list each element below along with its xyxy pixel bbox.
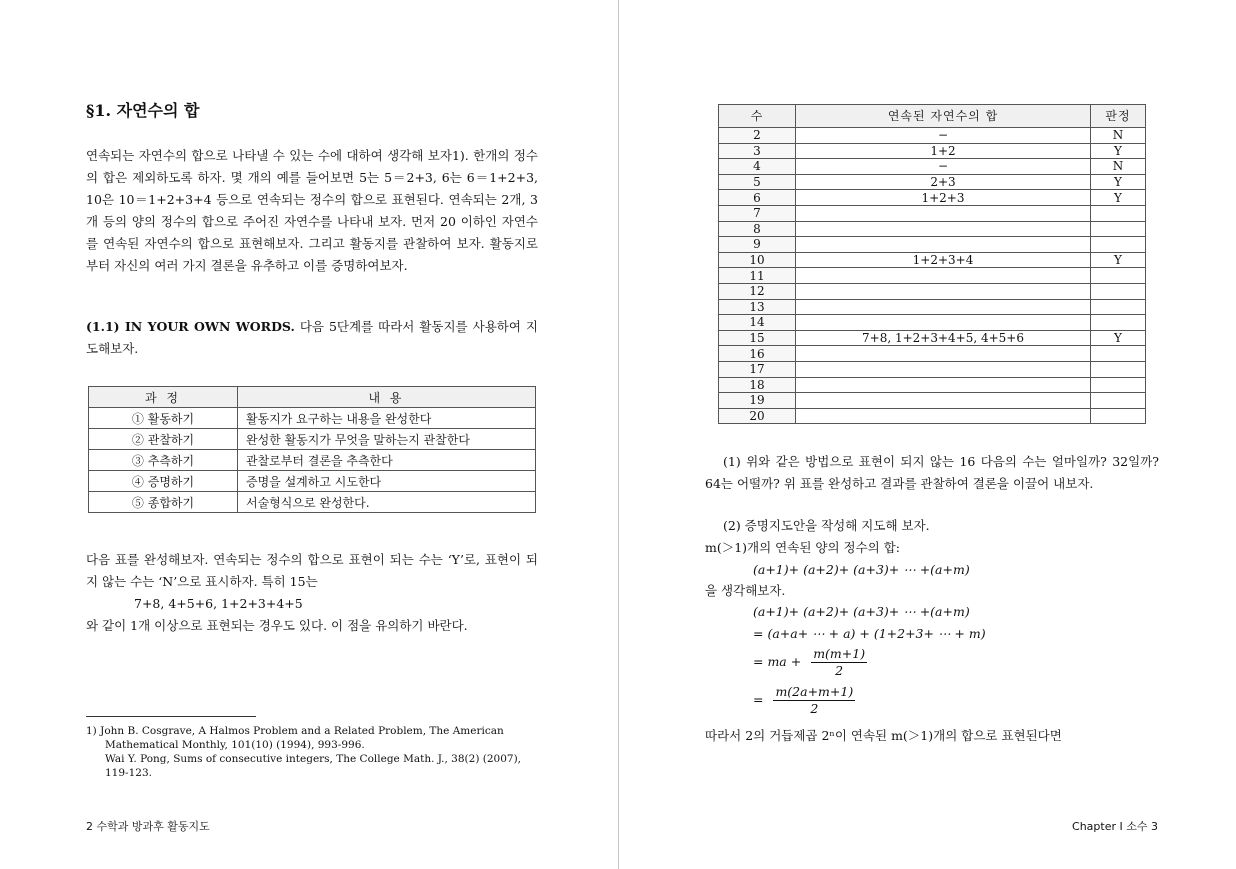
verdict-cell	[1091, 268, 1146, 284]
verdict-cell	[1091, 237, 1146, 253]
table-row	[719, 159, 1146, 175]
number-cell: 16	[719, 346, 796, 362]
verdict-cell: Y	[1091, 143, 1146, 159]
sum-cell	[796, 237, 1091, 253]
verdict-cell	[1091, 408, 1146, 424]
table-row	[89, 429, 536, 450]
verdict-cell: Y	[1091, 252, 1146, 268]
sum-cell: −	[796, 159, 1091, 175]
verdict-cell: N	[1091, 128, 1146, 144]
complete-para-line2: 와 같이 1개 이상으로 표현되는 경우도 있다. 이 점을 유의하기 바란다.	[86, 618, 468, 633]
verdict-cell	[1091, 346, 1146, 362]
steps-header-content: 내 용	[238, 387, 536, 408]
sum-cell	[796, 408, 1091, 424]
final-line: 따라서 2의 거듭제곱 2ⁿ이 연속된 m(＞1)개의 합으로 표현된다면	[705, 728, 1062, 743]
step-name: ① 활동하기	[89, 408, 238, 429]
number-cell: 2	[719, 128, 796, 144]
sum-cell	[796, 315, 1091, 331]
complete-table-paragraph	[86, 549, 538, 637]
footnote-line: Wai Y. Pong, Sums of consecutive integers, The College Math. J., 38(2) (2007),	[105, 753, 522, 765]
equation-line-1: (a+1)+ (a+2)+ (a+3)+ ⋯ +(a+m)	[753, 604, 970, 619]
table-row	[89, 471, 536, 492]
number-cell: 15	[719, 330, 796, 346]
number-cell: 19	[719, 393, 796, 409]
verdict-cell	[1091, 377, 1146, 393]
table-row	[719, 268, 1146, 284]
sums-table-header	[719, 105, 1146, 128]
footnote-rule	[86, 716, 256, 717]
verdict-cell	[1091, 315, 1146, 331]
equation-3-lhs: = ma +	[753, 654, 806, 669]
verdict-cell	[1091, 221, 1146, 237]
fraction-denominator: 2	[810, 701, 819, 716]
sum-cell	[796, 377, 1091, 393]
verdict-cell	[1091, 283, 1146, 299]
sum-cell	[796, 221, 1091, 237]
sums-table	[718, 104, 1146, 424]
table-row	[89, 450, 536, 471]
equation-line-3	[753, 646, 867, 679]
table-row	[719, 393, 1146, 409]
equation-line-4	[753, 684, 855, 717]
sums-header-number: 수	[719, 105, 796, 128]
sums-header-sum: 연속된 자연수의 합	[796, 105, 1091, 128]
step-name: ③ 추측하기	[89, 450, 238, 471]
number-cell: 14	[719, 315, 796, 331]
number-cell: 13	[719, 299, 796, 315]
sum-cell: 1+2+3+4	[796, 252, 1091, 268]
table-row	[719, 237, 1146, 253]
steps-table	[88, 386, 536, 513]
right-page	[619, 0, 1236, 869]
intro-paragraph: 연속되는 자연수의 합으로 나타낼 수 있는 수에 대하여 생각해 보자1). 한개의 정수의 합은 제외하도록 하자. 몇 개의 예를 들어보면 5는 5＝2+3, 6는 6＝1+2+3, 10은 10＝1+2+3+4 등으로 연속되는 정수의 합으로 표현된다. 연속되는 2개, 3개 등의 양의 정수의 합으로 주어진 자연수를 나타내 보자. 먼저 20 이하인 자연수를 연속된 자연수의 합으로 표현해보자. 그리고 활동지를 관찰하여 보자. 활동지로부터 자신의 여러 가지 결론을 유추하고 이를 증명하여보자.	[86, 148, 538, 273]
table-row	[719, 174, 1146, 190]
footnote-line: Mathematical Monthly, 101(10) (1994), 993-996.	[105, 739, 365, 751]
sum-cell	[796, 205, 1091, 221]
left-page-footer: 2 수학과 방과후 활동지도	[86, 820, 210, 833]
number-cell: 10	[719, 252, 796, 268]
table-row	[719, 315, 1146, 331]
step-name: ⑤ 종합하기	[89, 492, 238, 513]
number-cell: 12	[719, 283, 796, 299]
number-cell: 7	[719, 205, 796, 221]
number-cell: 17	[719, 361, 796, 377]
table-row	[719, 330, 1146, 346]
number-cell: 8	[719, 221, 796, 237]
fraction	[811, 646, 867, 679]
step-content: 완성한 활동지가 무엇을 말하는지 관찰한다	[238, 429, 536, 450]
number-cell: 6	[719, 190, 796, 206]
subsection-heading: (1.1) IN YOUR OWN WORDS.	[86, 319, 295, 334]
table-row	[719, 190, 1146, 206]
sum-cell: 1+2+3	[796, 190, 1091, 206]
number-cell: 9	[719, 237, 796, 253]
footnote-line: 119-123.	[105, 767, 152, 779]
steps-header-process: 과 정	[89, 387, 238, 408]
subsection-paragraph	[86, 316, 538, 360]
number-cell: 18	[719, 377, 796, 393]
sum-cell	[796, 361, 1091, 377]
fraction-denominator: 2	[835, 663, 844, 678]
number-cell: 11	[719, 268, 796, 284]
verdict-cell: Y	[1091, 190, 1146, 206]
step-name: ② 관찰하기	[89, 429, 238, 450]
fraction-numerator: m(2a+m+1)	[775, 684, 854, 699]
verdict-cell	[1091, 299, 1146, 315]
sum-cell	[796, 346, 1091, 362]
table-row	[719, 408, 1146, 424]
sum-expression: (a+1)+ (a+2)+ (a+3)+ ⋯ +(a+m)	[753, 562, 970, 577]
number-cell: 3	[719, 143, 796, 159]
sum-cell	[796, 268, 1091, 284]
verdict-cell	[1091, 205, 1146, 221]
table-row	[719, 252, 1146, 268]
verdict-cell: N	[1091, 159, 1146, 175]
sum-cell: 2+3	[796, 174, 1091, 190]
equation-4-lhs: =	[753, 692, 768, 707]
table-row	[719, 346, 1146, 362]
footnote	[86, 724, 540, 780]
table-row	[89, 492, 536, 513]
complete-para-line1: 다음 표를 완성해보자. 연속되는 정수의 합으로 표현이 되는 수는 ‘Y’로, 표현이 되지 않는 수는 ‘N’으로 표시하자. 특히 15는	[86, 552, 538, 589]
question-2: (2) 증명지도안을 작성해 지도해 보자.	[723, 518, 930, 533]
sum-cell	[796, 283, 1091, 299]
question-1: (1) 위와 같은 방법으로 표현이 되지 않는 16 다음의 수는 얼마일까? 32일까? 64는 어떨까? 위 표를 완성하고 결과를 관찰하여 결론을 이끌어 내보자.	[705, 454, 1159, 491]
table-row	[719, 128, 1146, 144]
right-page-footer: Chapter Ⅰ 소수 3	[1072, 820, 1158, 833]
step-content: 활동지가 요구하는 내용을 완성한다	[238, 408, 536, 429]
table-row	[89, 408, 536, 429]
verdict-cell	[1091, 393, 1146, 409]
fraction	[773, 684, 855, 717]
footnote-line: 1) John B. Cosgrave, A Halmos Problem and a Related Problem, The American	[86, 725, 504, 737]
sum-cell: 1+2	[796, 143, 1091, 159]
m-consecutive-line: m(＞1)개의 연속된 양의 정수의 합:	[705, 540, 900, 555]
sum-cell: 7+8, 1+2+3+4+5, 4+5+6	[796, 330, 1091, 346]
step-name: ④ 증명하기	[89, 471, 238, 492]
sum-cell: −	[796, 128, 1091, 144]
number-cell: 20	[719, 408, 796, 424]
step-content: 관찰로부터 결론을 추측한다	[238, 450, 536, 471]
step-content: 증명을 설계하고 시도한다	[238, 471, 536, 492]
number-cell: 4	[719, 159, 796, 175]
sums-header-verdict: 판정	[1091, 105, 1146, 128]
subsection-text: 다음 5단계를 따라서 활동지를 사용하여 지도해보자.	[86, 319, 538, 356]
fraction-numerator: m(m+1)	[813, 646, 866, 661]
table-row	[719, 283, 1146, 299]
table-row	[719, 299, 1146, 315]
consider-line: 을 생각해보자.	[705, 583, 786, 598]
table-row	[719, 221, 1146, 237]
table-row	[719, 143, 1146, 159]
sum-cell	[796, 393, 1091, 409]
verdict-cell: Y	[1091, 330, 1146, 346]
example-line: 7+8, 4+5+6, 1+2+3+4+5	[134, 596, 303, 611]
table-row	[719, 205, 1146, 221]
verdict-cell: Y	[1091, 174, 1146, 190]
sum-cell	[796, 299, 1091, 315]
table-row	[719, 361, 1146, 377]
steps-table-header	[89, 387, 536, 408]
equation-line-2: = (a+a+ ⋯ + a) + (1+2+3+ ⋯ + m)	[753, 626, 986, 641]
number-cell: 5	[719, 174, 796, 190]
step-content: 서술형식으로 완성한다.	[238, 492, 536, 513]
section-title: §1. 자연수의 합	[86, 101, 200, 120]
verdict-cell	[1091, 361, 1146, 377]
table-row	[719, 377, 1146, 393]
